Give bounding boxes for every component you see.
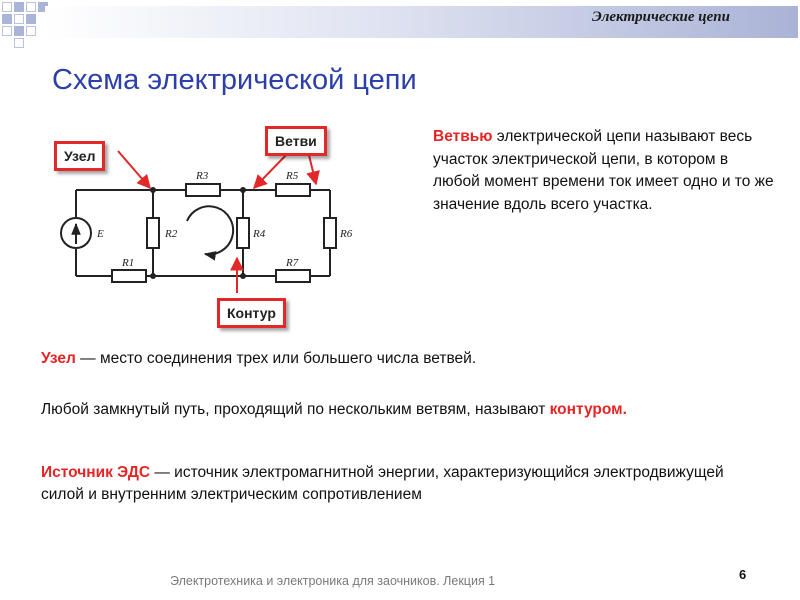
deco-square [14, 26, 24, 36]
loop-text: Любой замкнутый путь, проходящий по нескольким ветвям, называют [41, 401, 550, 418]
node-term: Узел [41, 350, 76, 367]
deco-square [2, 14, 12, 24]
node-text: — место соединения трех или большего числа ветвей. [75, 350, 477, 367]
deco-square [2, 26, 12, 36]
branch-term: Ветвью [433, 128, 493, 145]
branch-text: электрической цепи называют весь участок электрической цепи, в котором в любой момент времени ток имеет одно и то же значение вдоль всего участка. [433, 128, 774, 213]
node-definition [41, 348, 476, 370]
deco-square [26, 26, 36, 36]
label-r2: R2 [165, 228, 178, 240]
footer-text: Электротехника и электроника для заочников. Лекция 1 [170, 574, 496, 588]
node-dot [240, 273, 246, 279]
deco-square [14, 38, 24, 48]
resistor-r1 [112, 270, 146, 282]
resistor-r7 [276, 270, 310, 282]
label-r6: R6 [340, 228, 353, 240]
callout-arrow-branch [254, 151, 290, 188]
callout-arrow-node [118, 151, 150, 188]
resistor-r6 [324, 218, 336, 248]
label-e: E [97, 228, 104, 240]
deco-square [14, 14, 24, 24]
resistor-r5 [276, 184, 310, 196]
label-r1: R1 [122, 257, 135, 269]
source-definition [41, 462, 761, 506]
deco-square [26, 14, 36, 24]
node-dot [150, 187, 156, 193]
loop-term: контуром. [549, 401, 627, 418]
label-r4: R4 [253, 228, 266, 240]
callout-loop: Контур [217, 298, 286, 328]
page-number: 6 [739, 567, 747, 582]
branch-definition [433, 126, 778, 216]
label-r3: R3 [196, 170, 209, 182]
callout-node: Узел [54, 141, 105, 171]
node-dot [240, 187, 246, 193]
loop-arrow-icon [187, 206, 233, 254]
resistor-r4 [237, 218, 249, 248]
node-dot [150, 273, 156, 279]
label-r5: R5 [286, 170, 299, 182]
resistor-r2 [147, 218, 159, 248]
circuit-diagram [40, 118, 370, 333]
label-r7: R7 [286, 257, 299, 269]
deco-square [26, 2, 36, 12]
source-term: Источник ЭДС [41, 464, 151, 481]
header-title: Электрические цепи [592, 9, 730, 25]
source-text: — источник электромагнитной энергии, характеризующийся электродвижущей силой и внутренним электрическим сопротивлением [41, 464, 724, 503]
loop-definition [41, 399, 761, 421]
callout-branches: Ветви [265, 126, 327, 156]
deco-square [2, 2, 12, 12]
slide-title: Схема электрической цепи [52, 64, 417, 96]
deco-square [14, 2, 24, 12]
resistor-r3 [186, 184, 220, 196]
